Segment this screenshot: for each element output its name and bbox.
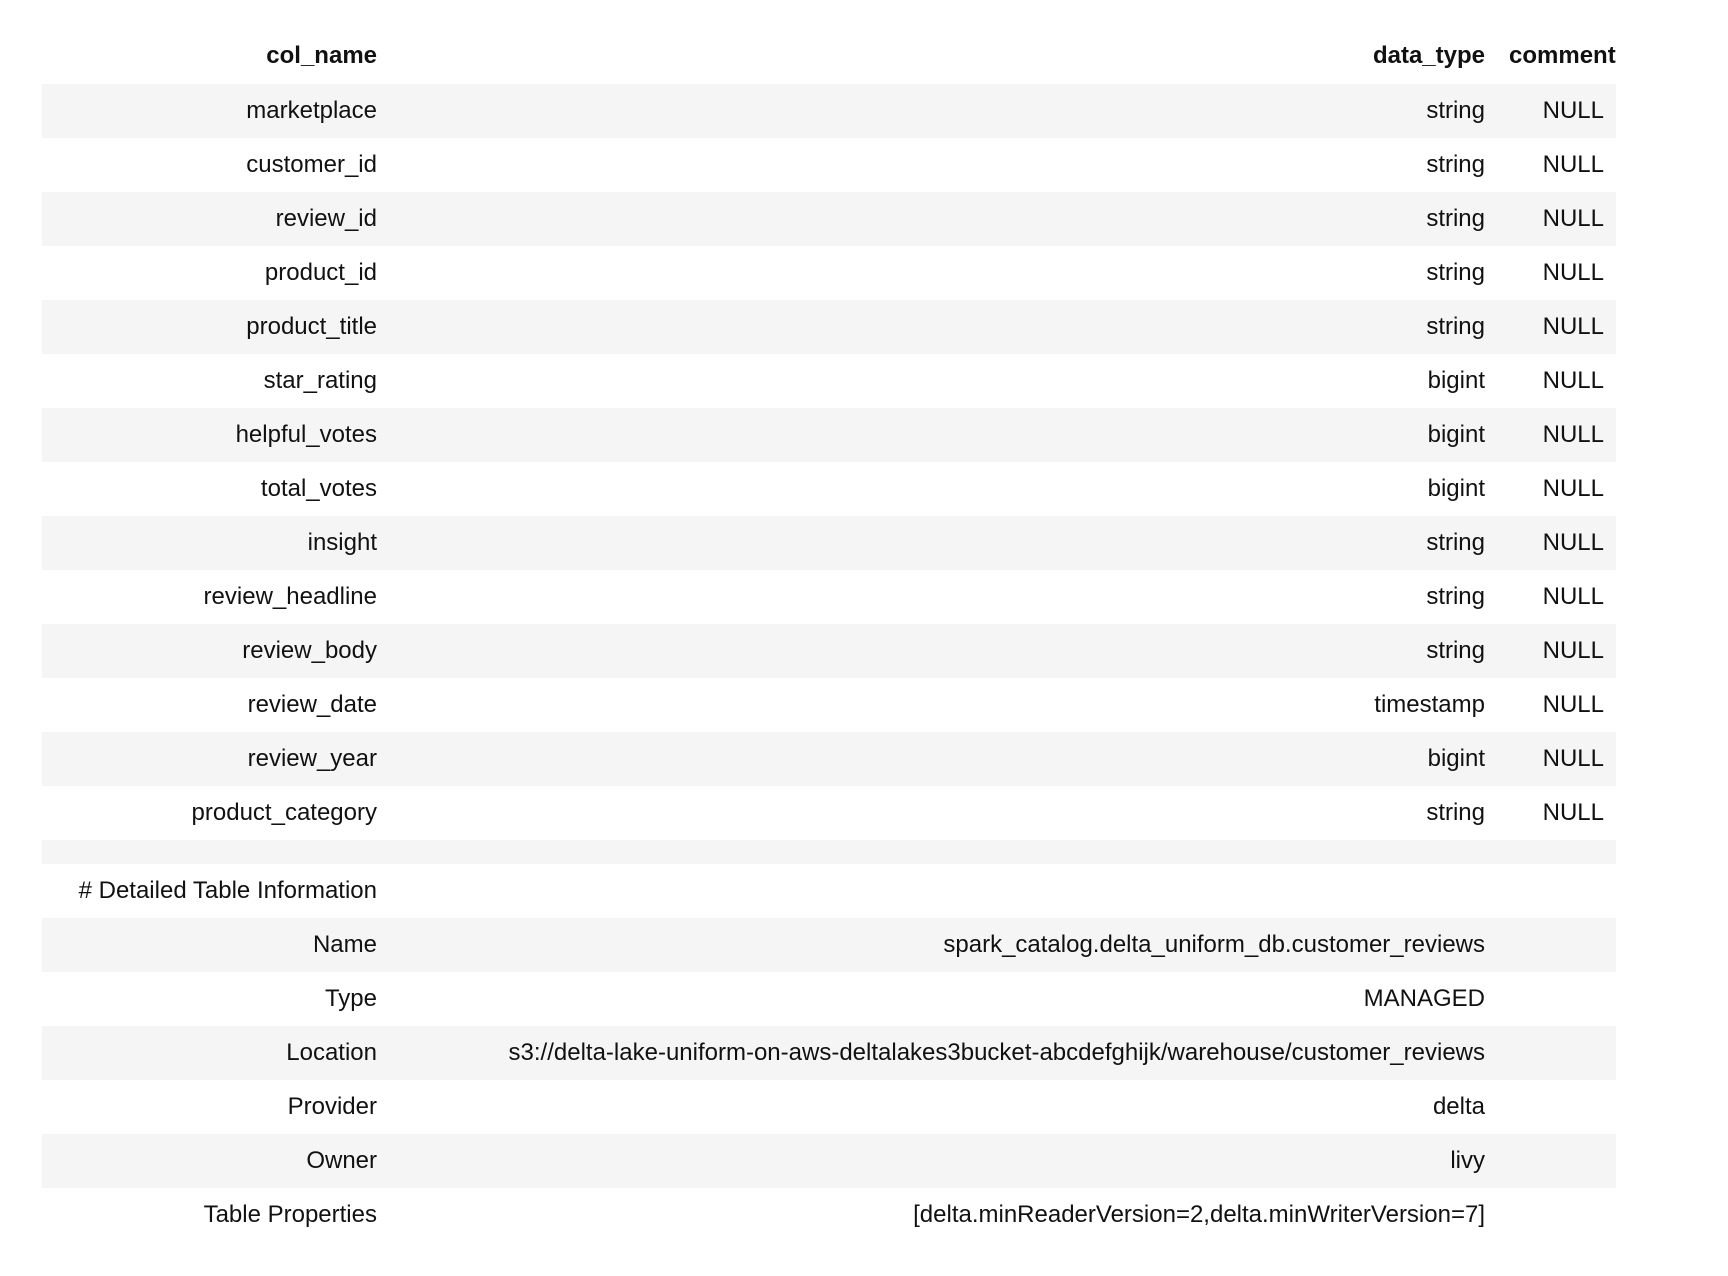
cell-data-type: bigint bbox=[389, 354, 1509, 408]
cell-data-type: string bbox=[389, 570, 1509, 624]
cell-col-name: product_title bbox=[42, 300, 389, 354]
detail-value: s3://delta-lake-uniform-on-aws-deltalakes3bucket-abcdefghijk/warehouse/customer_reviews bbox=[389, 1026, 1509, 1080]
table-row bbox=[42, 408, 1616, 462]
table-schema bbox=[42, 28, 1616, 1242]
cell-comment: NULL bbox=[1509, 624, 1616, 678]
table-row bbox=[42, 570, 1616, 624]
cell-data-type: timestamp bbox=[389, 678, 1509, 732]
section-title-row bbox=[42, 864, 1616, 918]
detail-comment bbox=[1509, 1026, 1616, 1080]
detail-section-title: # Detailed Table Information bbox=[42, 864, 389, 918]
cell-col-name: customer_id bbox=[42, 138, 389, 192]
detail-value: livy bbox=[389, 1134, 1509, 1188]
cell-data-type: bigint bbox=[389, 732, 1509, 786]
table-row bbox=[42, 84, 1616, 138]
table-row bbox=[42, 462, 1616, 516]
cell-comment bbox=[1509, 864, 1616, 918]
detail-row-owner bbox=[42, 1134, 1616, 1188]
cell-col-name: helpful_votes bbox=[42, 408, 389, 462]
cell-comment: NULL bbox=[1509, 300, 1616, 354]
detail-value: [delta.minReaderVersion=2,delta.minWriterVersion=7] bbox=[389, 1188, 1509, 1242]
cell-col-name: marketplace bbox=[42, 84, 389, 138]
table-row bbox=[42, 138, 1616, 192]
cell-data-type: string bbox=[389, 138, 1509, 192]
detail-key: Table Properties bbox=[42, 1188, 389, 1242]
detail-comment bbox=[1509, 1134, 1616, 1188]
table-row bbox=[42, 678, 1616, 732]
cell-data-type bbox=[389, 864, 1509, 918]
table-row bbox=[42, 354, 1616, 408]
cell-col-name: product_id bbox=[42, 246, 389, 300]
cell-col-name: review_body bbox=[42, 624, 389, 678]
table-row bbox=[42, 300, 1616, 354]
cell-comment: NULL bbox=[1509, 138, 1616, 192]
cell-col-name: product_category bbox=[42, 786, 389, 840]
cell-comment: NULL bbox=[1509, 192, 1616, 246]
cell-data-type: string bbox=[389, 84, 1509, 138]
cell-comment: NULL bbox=[1509, 516, 1616, 570]
cell-comment: NULL bbox=[1509, 678, 1616, 732]
detail-row-name bbox=[42, 918, 1616, 972]
detail-comment bbox=[1509, 918, 1616, 972]
detail-key: Location bbox=[42, 1026, 389, 1080]
detail-row-type bbox=[42, 972, 1616, 1026]
separator-cell bbox=[1509, 840, 1616, 864]
cell-col-name: insight bbox=[42, 516, 389, 570]
detail-comment bbox=[1509, 1080, 1616, 1134]
detail-row-provider bbox=[42, 1080, 1616, 1134]
detail-row-table-properties bbox=[42, 1188, 1616, 1242]
table-row bbox=[42, 732, 1616, 786]
cell-comment: NULL bbox=[1509, 732, 1616, 786]
cell-col-name: star_rating bbox=[42, 354, 389, 408]
cell-data-type: string bbox=[389, 624, 1509, 678]
cell-comment: NULL bbox=[1509, 246, 1616, 300]
cell-comment: NULL bbox=[1509, 462, 1616, 516]
detail-comment bbox=[1509, 1188, 1616, 1242]
header-col-name: col_name bbox=[42, 28, 389, 84]
detail-key: Type bbox=[42, 972, 389, 1026]
detail-key: Provider bbox=[42, 1080, 389, 1134]
cell-data-type: string bbox=[389, 516, 1509, 570]
table-body bbox=[42, 84, 1616, 1242]
cell-data-type: string bbox=[389, 246, 1509, 300]
cell-col-name: total_votes bbox=[42, 462, 389, 516]
cell-comment: NULL bbox=[1509, 84, 1616, 138]
cell-data-type: string bbox=[389, 300, 1509, 354]
cell-comment: NULL bbox=[1509, 570, 1616, 624]
cell-comment: NULL bbox=[1509, 786, 1616, 840]
cell-col-name: review_id bbox=[42, 192, 389, 246]
detail-comment bbox=[1509, 972, 1616, 1026]
describe-output bbox=[42, 28, 1616, 1242]
table-row bbox=[42, 192, 1616, 246]
table-row bbox=[42, 624, 1616, 678]
header-row bbox=[42, 28, 1616, 84]
table-row bbox=[42, 516, 1616, 570]
cell-comment: NULL bbox=[1509, 408, 1616, 462]
cell-data-type: string bbox=[389, 192, 1509, 246]
table-header bbox=[42, 28, 1616, 84]
detail-value: delta bbox=[389, 1080, 1509, 1134]
cell-data-type: string bbox=[389, 786, 1509, 840]
cell-col-name: review_year bbox=[42, 732, 389, 786]
detail-key: Name bbox=[42, 918, 389, 972]
cell-data-type: bigint bbox=[389, 408, 1509, 462]
detail-row-location bbox=[42, 1026, 1616, 1080]
cell-comment: NULL bbox=[1509, 354, 1616, 408]
cell-col-name: review_headline bbox=[42, 570, 389, 624]
table-row bbox=[42, 786, 1616, 840]
cell-col-name: review_date bbox=[42, 678, 389, 732]
detail-value: spark_catalog.delta_uniform_db.customer_reviews bbox=[389, 918, 1509, 972]
cell-data-type: bigint bbox=[389, 462, 1509, 516]
separator-row bbox=[42, 840, 1616, 864]
header-data-type: data_type bbox=[389, 28, 1509, 84]
separator-cell bbox=[389, 840, 1509, 864]
detail-key: Owner bbox=[42, 1134, 389, 1188]
table-row bbox=[42, 246, 1616, 300]
header-comment: comment bbox=[1509, 28, 1616, 84]
detail-value: MANAGED bbox=[389, 972, 1509, 1026]
separator-cell bbox=[42, 840, 389, 864]
